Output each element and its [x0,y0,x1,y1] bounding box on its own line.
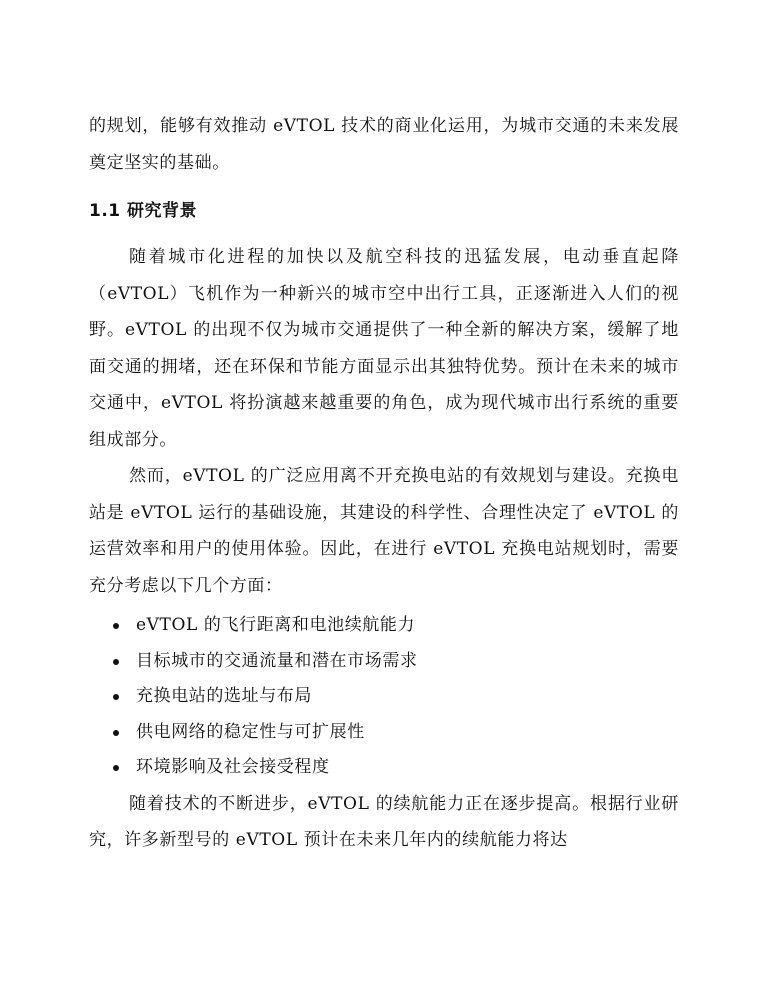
background-paragraph-1: 随着城市化进程的加快以及航空科技的迅猛发展，电动垂直起降（eVTOL）飞机作为一种新兴的城市空中出行工具，正逐渐进入人们的视野。eVTOL 的出现不仅为城市交通提供了一种全新的解决方案，缓解了地面交通的拥堵，还在环保和节能方面显示出其独特优势。预计在未来的城市交通中，eVTOL 将扮演越来越重要的角色，成为现代城市出行系统的重要组成部分。 [89,247,679,450]
intro-paragraph: 的规划，能够有效推动 eVTOL 技术的商业化运用，为城市交通的未来发展奠定坚实的基础。 [89,116,679,173]
list-item-text: 目标城市的交通流量和潜在市场需求 [136,650,418,671]
bullet-icon [113,659,119,665]
list-item-text: 充换电站的选址与布局 [136,686,312,706]
list-item-text: 环境影响及社会接受程度 [136,757,330,777]
list-item [89,679,679,715]
list-item [89,644,679,680]
considerations-list [89,608,679,786]
list-item [89,750,679,786]
bullet-icon [113,730,119,736]
list-item [89,608,679,644]
list-item-text: 供电网络的稳定性与可扩展性 [136,721,365,742]
document-body [89,108,679,859]
background-paragraph-2: 然而，eVTOL 的广泛应用离不开充换电站的有效规划与建设。充换电站是 eVTOL 运行的基础设施，其建设的科学性、合理性决定了 eVTOL 的运营效率和用户的使用体验。因此，在进行 eVTOL 充换电站规划时，需要充分考虑以下几个方面： [89,466,679,596]
bullet-icon [113,765,119,771]
bullet-icon [113,694,119,700]
background-paragraph-3: 随着技术的不断进步，eVTOL 的续航能力正在逐步提高。根据行业研究，许多新型号的 eVTOL 预计在未来几年内的续航能力将达 [89,793,679,850]
list-item-text: eVTOL 的飞行距离和电池续航能力 [136,615,416,635]
list-item [89,715,679,751]
section-heading: 1.1 研究背景 [89,201,198,221]
bullet-icon [113,623,119,629]
